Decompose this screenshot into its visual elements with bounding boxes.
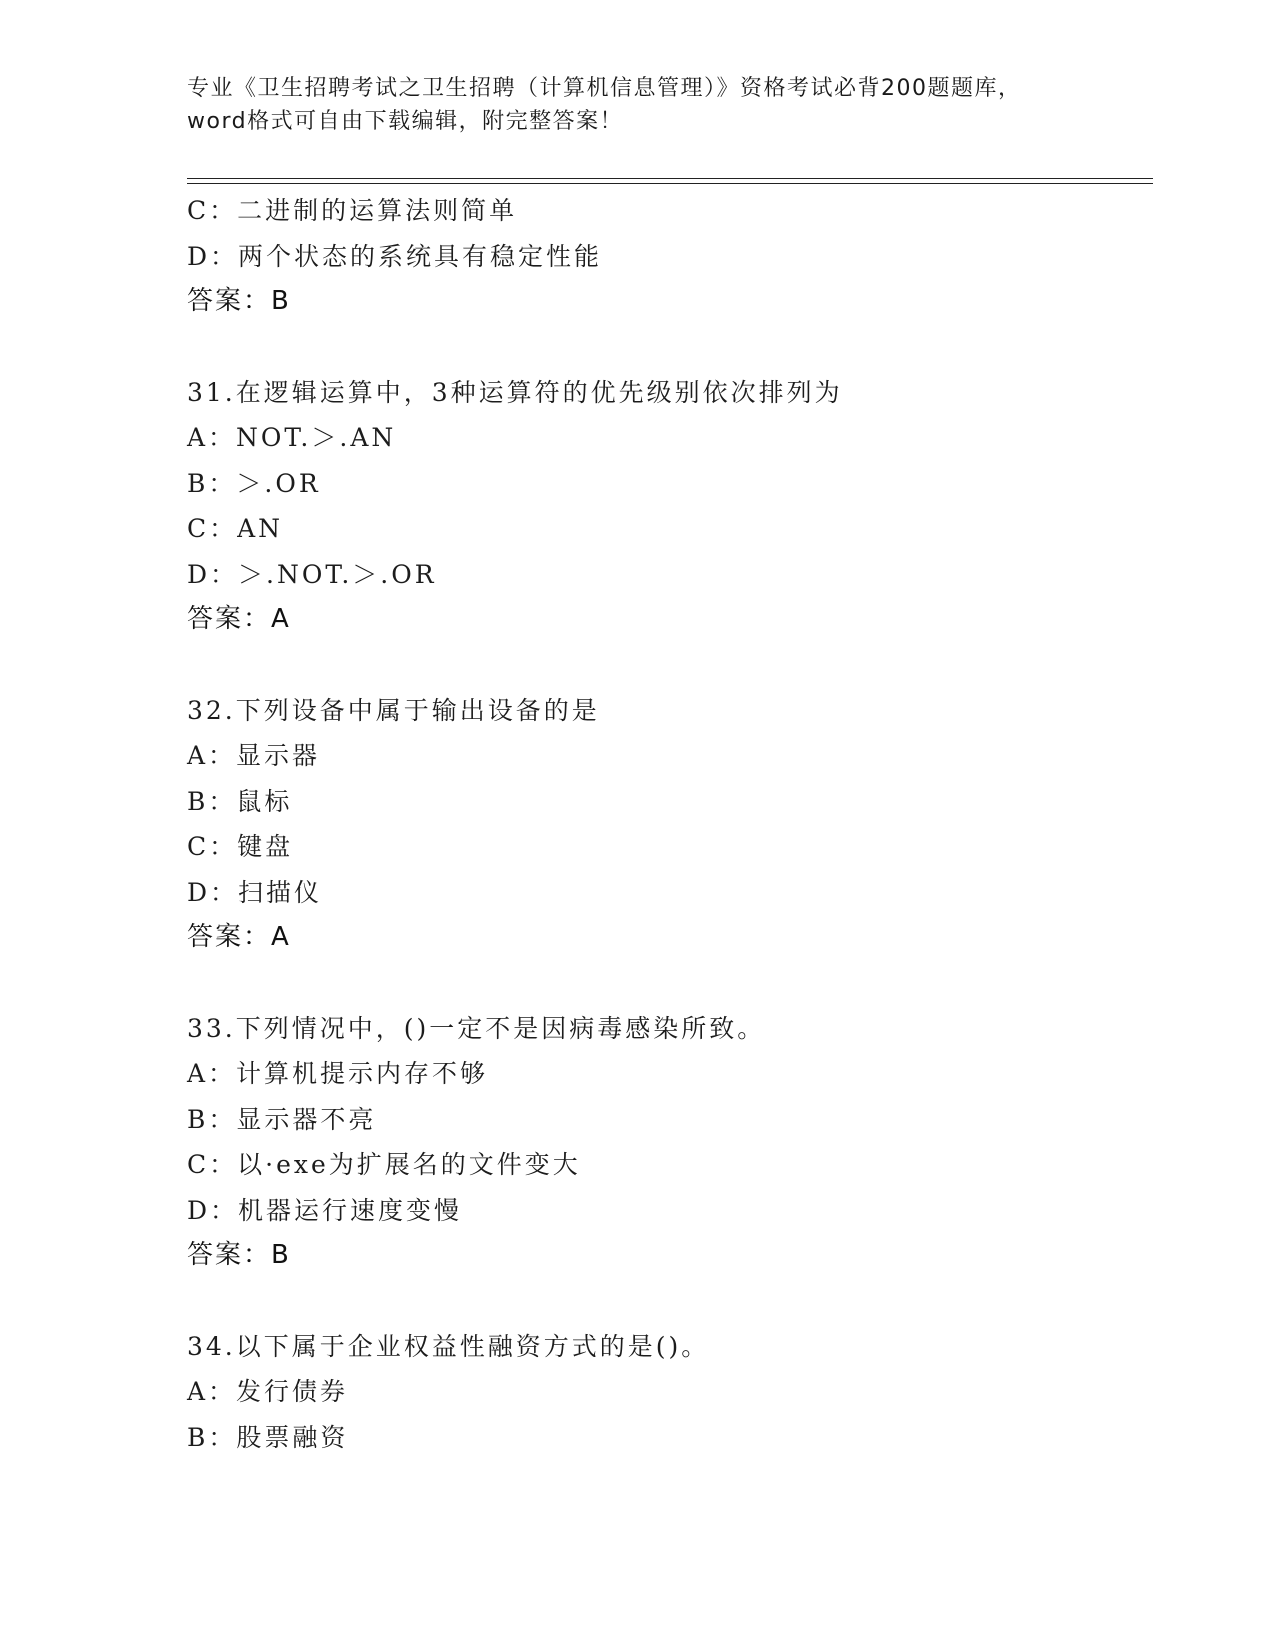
option-a: A：显示器 xyxy=(187,741,321,770)
question-stem: 32.下列设备中属于输出设备的是 xyxy=(187,695,600,725)
spacer xyxy=(187,961,1147,1006)
option-a: A：发行债券 xyxy=(187,1377,349,1406)
spacer xyxy=(187,325,1147,370)
option-c: C：AN xyxy=(187,514,284,543)
question-block-30 xyxy=(187,188,1147,325)
answer-label: 答案：B xyxy=(187,1240,291,1270)
option-c: C：以·exe为扩展名的文件变大 xyxy=(187,1150,581,1179)
option-d: D：机器运行速度变慢 xyxy=(187,1195,463,1225)
document-header xyxy=(187,72,1087,138)
question-block-32 xyxy=(187,688,1147,961)
option-c: C：键盘 xyxy=(187,832,294,861)
header-divider-top xyxy=(187,178,1153,179)
option-a: A：计算机提示内存不够 xyxy=(187,1059,489,1088)
answer-label: 答案：B xyxy=(187,286,291,316)
option-c: C：二进制的运算法则简单 xyxy=(187,196,518,225)
option-d: D：扫描仪 xyxy=(187,877,323,907)
question-stem: 34.以下属于企业权益性融资方式的是()。 xyxy=(187,1331,710,1361)
option-d: D：＞.NOT.＞.OR xyxy=(187,559,437,589)
question-stem: 33.下列情况中，()一定不是因病毒感染所致。 xyxy=(187,1013,766,1043)
option-b: B：显示器不亮 xyxy=(187,1104,377,1134)
option-b: B：＞.OR xyxy=(187,468,321,498)
header-divider-bottom xyxy=(187,183,1153,184)
header-title-line-2: word格式可自由下载编辑，附完整答案！ xyxy=(187,109,624,134)
header-title-line-1: 专业《卫生招聘考试之卫生招聘（计算机信息管理）》资格考试必背200题题库， xyxy=(187,76,1022,101)
option-a: A：NOT.＞.AN xyxy=(187,423,397,452)
answer-label: 答案：A xyxy=(187,604,291,634)
spacer xyxy=(187,1279,1147,1324)
question-list xyxy=(187,188,1147,1460)
option-b: B：鼠标 xyxy=(187,786,293,816)
question-block-33 xyxy=(187,1006,1147,1279)
question-block-31 xyxy=(187,370,1147,643)
spacer xyxy=(187,643,1147,688)
answer-label: 答案：A xyxy=(187,922,291,952)
question-stem: 31.在逻辑运算中，3种运算符的优先级别依次排列为 xyxy=(187,377,843,407)
option-b: B：股票融资 xyxy=(187,1422,349,1452)
option-d: D：两个状态的系统具有稳定性能 xyxy=(187,241,603,271)
question-block-34 xyxy=(187,1324,1147,1461)
